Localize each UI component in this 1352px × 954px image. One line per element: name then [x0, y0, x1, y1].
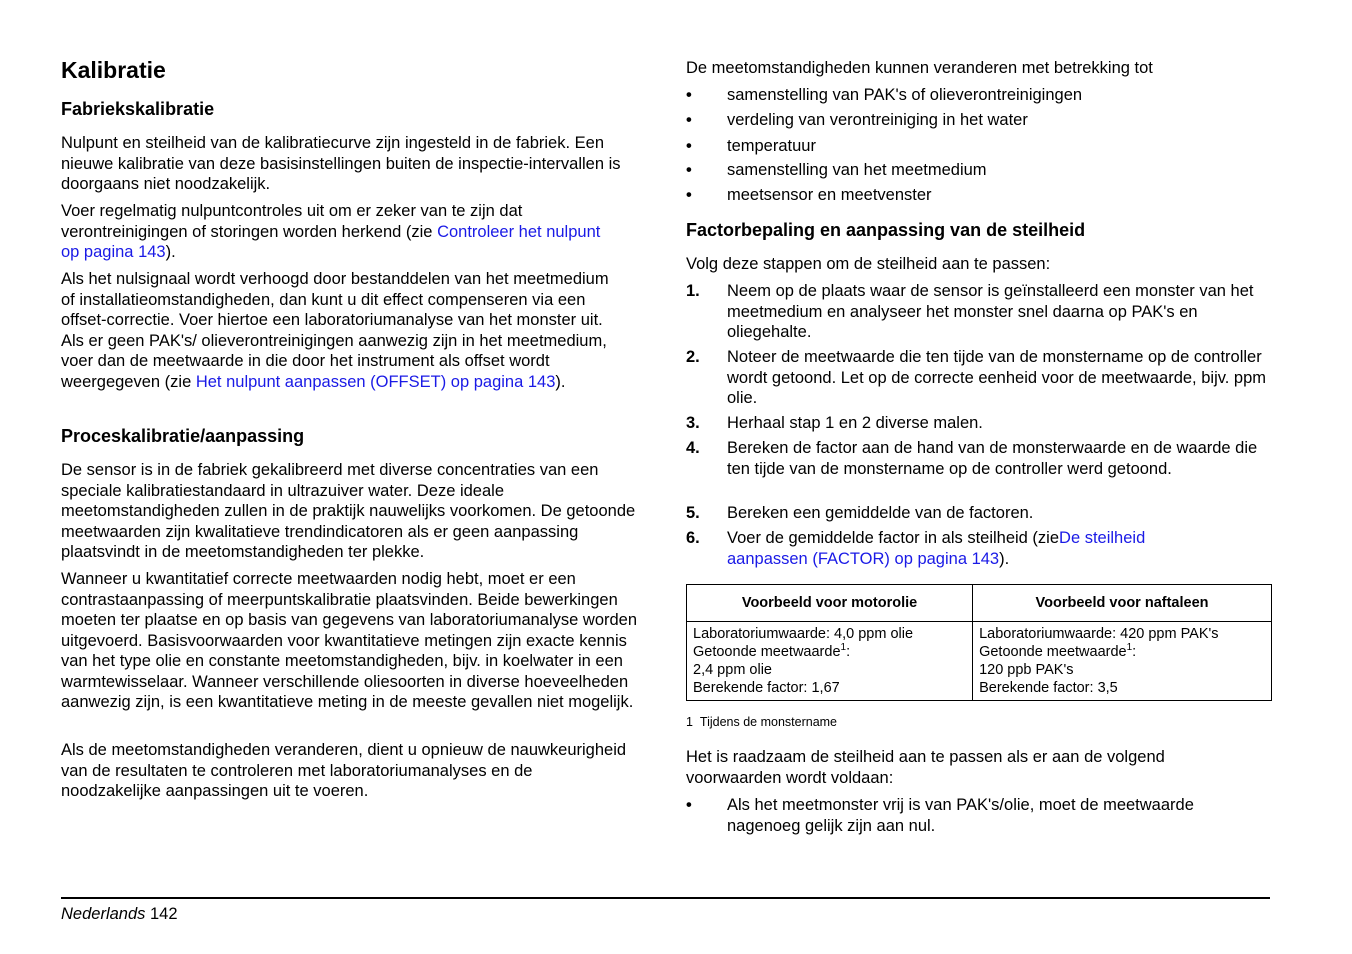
bullet-icon: •	[686, 86, 692, 104]
bullet-icon: •	[686, 137, 692, 155]
link-steilheid-aanpassen[interactable]: De steilheid aanpassen (FACTOR) op pagina 143	[727, 529, 1146, 568]
heading-fabriekskalibratie: Fabriekskalibratie	[61, 99, 215, 119]
bullet-icon: •	[686, 111, 692, 129]
bullet-icon: •	[686, 796, 692, 814]
paragraph-fabriek: Nulpunt en steilheid van de kalibratiecurve zijn ingesteld in de fabriek. Een nieuwe kalibratie van deze basisinstellingen buiten de inspectie-intervallen is doorgaans niet noodzakelijk.	[61, 134, 621, 193]
paragraph-sensor-gekalibreerd: De sensor is in de fabriek gekalibreerd met diverse concentraties van een speciale kalibratiestandaard in ultrazuiver water. Deze ideale meetomstandigheden zullen in de praktijk nauwelijks voorkomen. De getoonde meetwaarden zijn kwalitatieve trendindicatoren als er geen aanpassing plaatsvindt in de meetomstandigheden ter plekke.	[61, 461, 636, 561]
table-header-naftaleen: Voorbeeld voor naftaleen	[973, 585, 1272, 622]
table-cell-motorolie: Laboratoriumwaarde: 4,0 ppm olie Getoonde meetwaarde$^1$: 2,4 ppm olie Berekende factor: 1,67	[687, 622, 973, 701]
bullet-icon: •	[686, 161, 692, 179]
paragraph-steps-intro: Volg deze stappen om de steilheid aan te passen:	[686, 255, 1051, 273]
table-cell-naftaleen: Laboratoriumwaarde: 420 ppm PAK's Getoonde meetwaarde$^1$: 120 ppb PAK's Berekende factor: 3,5	[973, 622, 1272, 701]
paragraph-intro: De meetomstandigheden kunnen veranderen met betrekking tot	[686, 59, 1153, 77]
paragraph-nulpunt-controle: Voer regelmatig nulpuntcontroles uit om er zeker van te zijn dat verontreinigingen of storingen worden herkend (zie Controleer het nulpunt op pagina 143).	[61, 202, 601, 261]
page-number: 142	[149, 905, 178, 923]
page-title: Kalibratie	[61, 57, 166, 83]
example-table	[686, 584, 1272, 701]
link-nulpunt-aanpassen[interactable]: Het nulpunt aanpassen (OFFSET) op pagina 143	[195, 372, 556, 391]
page-footer: Nederlands 142	[61, 905, 178, 923]
table-footnote: 1 Tijdens de monstername	[686, 715, 838, 729]
table-header-motorolie: Voorbeeld voor motorolie	[687, 585, 973, 622]
heading-proceskalibratie: Proceskalibratie/aanpassing	[61, 426, 305, 446]
footer-rule	[61, 897, 1270, 899]
paragraph-kwantitatief: Wanneer u kwantitatief correcte meetwaarden nodig hebt, moet er een contrastaanpassing of meerpuntskalibratie plaatsvinden. Beide bewerkingen moeten ter plaatse en op basis van gegevens van laboratoriumanalyse worden uitgevoerd. Basisvoorwaarden voor kwantitatieve metingen zijn exacte kennis van het type olie en constante meetomstandigheden, bijv. in koelwater in een warmtewisselaar. Wanneer verschillende oliesoorten in diverse hoeveelheden aanwezig zijn, is een kwantitatieve meting in de meeste gevallen niet mogelijk.	[61, 570, 638, 711]
paragraph-meetomstandigheden: Als de meetomstandigheden veranderen, dient u opnieuw de nauwkeurigheid van de resultaten te controleren met laboratoriumanalyses en de noodzakelijke aanpassingen uit te voeren.	[61, 741, 627, 800]
paragraph-offset: Als het nulsignaal wordt verhoogd door bestanddelen van het meetmedium of installatieomstandigheden, dan kunt u dit effect compenseren via een offset-correctie. Voer hiertoe een laboratoriumanalyse van het monster uit. Als er geen PAK's/ olieverontreinigingen aanwezig zijn in het meetmedium, voer dan de meetwaarde in die door het instrument als offset wordt weergegeven (zie Het nulpunt aanpassen (OFFSET) op pagina 143).	[61, 270, 609, 391]
link-controleer-nulpunt[interactable]: Controleer het nulpunt op pagina 143	[61, 222, 601, 261]
bullet-icon: •	[686, 186, 692, 204]
heading-factorbepaling: Factorbepaling en aanpassing van de steilheid	[686, 220, 1086, 240]
paragraph-advice: Het is raadzaam de steilheid aan te passen als er aan de volgend voorwaarden wordt voldaan:	[686, 748, 1165, 787]
